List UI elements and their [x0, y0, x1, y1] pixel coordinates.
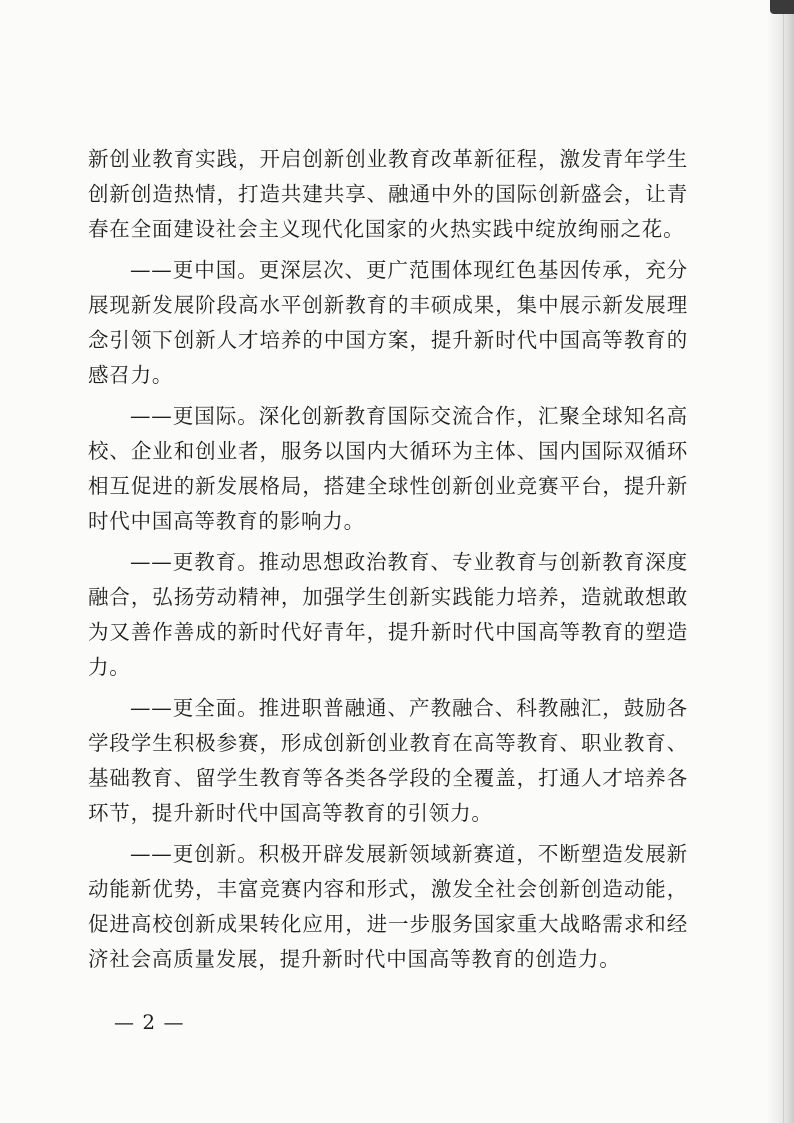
scan-corner-mark [770, 0, 794, 14]
paragraph-more-chinese: ——更中国。更深层次、更广范围体现红色基因传承，充分展现新发展阶段高水平创新教育的丰硕成果，集中展示新发展理念引领下创新人才培养的中国方案，提升新时代中国高等教育的感召力。 [88, 258, 688, 387]
page-number: — 2 — [114, 1010, 185, 1034]
paragraph-more-comprehensive: ——更全面。推进职普融通、产教融合、科教融汇，鼓励各学段学生积极参赛，形成创新创业教育在高等教育、职业教育、基础教育、留学生教育等各类各学段的全覆盖，打通人才培养各环节，提升新时代中国高等教育的引领力。 [88, 696, 688, 825]
page-edge-line [783, 0, 784, 1123]
document-body [88, 142, 688, 983]
paragraph-more-international: ——更国际。深化创新教育国际交流合作，汇聚全球知名高校、企业和创业者，服务以国内大循环为主体、国内国际双循环相互促进的新发展格局，搭建全球性创新创业竞赛平台，提升新时代中国高等教育的影响力。 [88, 404, 688, 533]
paragraph-more-educational: ——更教育。推动思想政治教育、专业教育与创新教育深度融合，弘扬劳动精神，加强学生创新实践能力培养，造就敢想敢为又善作善成的新时代好青年，提升新时代中国高等教育的塑造力。 [88, 550, 688, 679]
paragraph-intro-continuation: 新创业教育实践，开启创新创业教育改革新征程，激发青年学生创新创造热情，打造共建共享、融通中外的国际创新盛会，让青春在全面建设社会主义现代化国家的火热实践中绽放绚丽之花。 [88, 147, 688, 241]
paragraph-more-innovative: ——更创新。积极开辟发展新领域新赛道，不断塑造发展新动能新优势，丰富竞赛内容和形式，激发全社会创新创造动能，促进高校创新成果转化应用，进一步服务国家重大战略需求和经济社会高质量发展，提升新时代中国高等教育的创造力。 [88, 842, 688, 971]
page-edge-shadow [766, 0, 794, 1123]
